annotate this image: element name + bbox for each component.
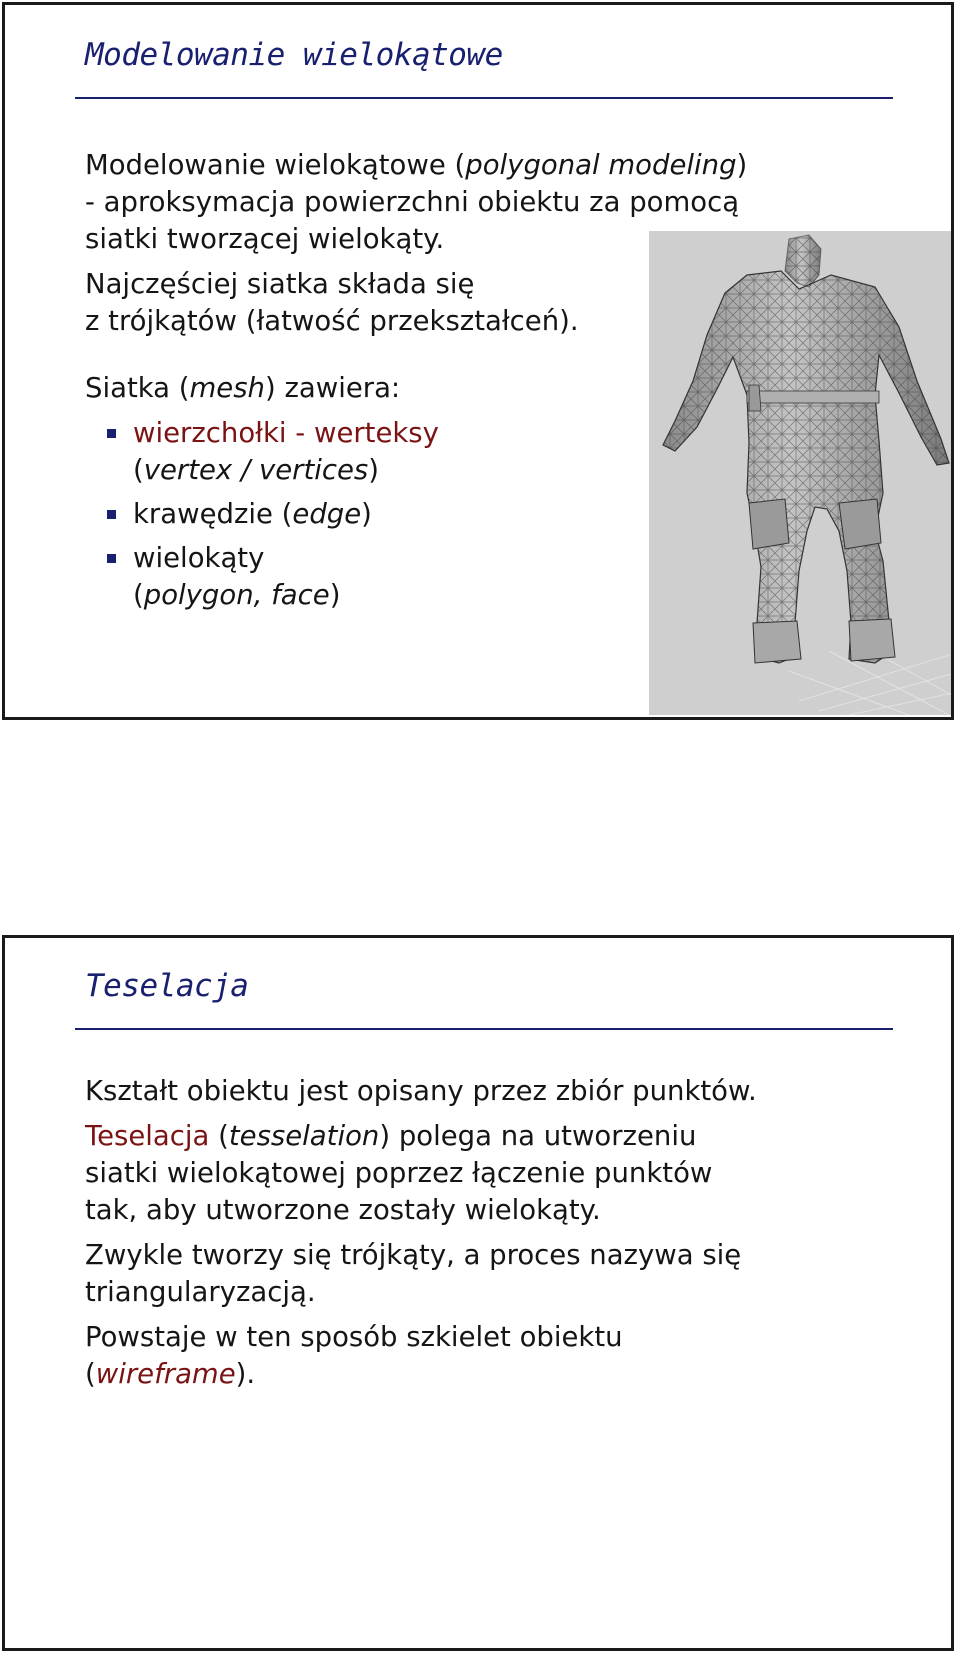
triangulation-paragraph: Zwykle tworzy się trójkąty, a proces nazywa się triangularyzacją.: [85, 1239, 742, 1308]
slide-polygonal-modeling: [2, 2, 954, 720]
mesh-heading: Siatka (mesh) zawiera:: [85, 372, 401, 404]
character-body: [663, 235, 949, 663]
shape-paragraph: Kształt obiektu jest opisany przez zbiór punktów.: [85, 1075, 757, 1107]
square-bullet-icon: [107, 429, 116, 438]
square-bullet-icon: [107, 510, 116, 519]
slide-title: Teselacja: [85, 968, 249, 1004]
title-divider: [75, 97, 893, 99]
tessellation-paragraph: Teselacja (tesselation) polega na utworzeniu siatki wielokątowej poprzez łączenie punktów tak, aby utworzone zostały wielokąty.: [85, 1120, 713, 1226]
list-item: wielokąty (polygon, face): [85, 540, 885, 614]
list-item: wierzchołki - werteksy (vertex / vertices): [85, 415, 885, 489]
triangles-paragraph: Najczęściej siatka składa się z trójkątów (łatwość przekształceń).: [85, 268, 579, 337]
slide-tessellation: [2, 935, 954, 1651]
wireframe-paragraph: Powstaje w ten sposób szkielet obiektu (wireframe).: [85, 1321, 623, 1390]
intro-paragraph: Modelowanie wielokątowe (polygonal modeling) - aproksymacja powierzchni obiektu za pomocą siatki tworzącej wielokąty.: [85, 149, 748, 255]
list-item: krawędzie (edge): [85, 496, 885, 533]
wireframe-character-image: [649, 231, 954, 715]
wireframe-character-svg: [649, 231, 954, 715]
slide-body: [85, 1073, 925, 1393]
square-bullet-icon: [107, 554, 116, 563]
slide-title: Modelowanie wielokątowe: [85, 37, 503, 73]
title-divider: [75, 1028, 893, 1030]
